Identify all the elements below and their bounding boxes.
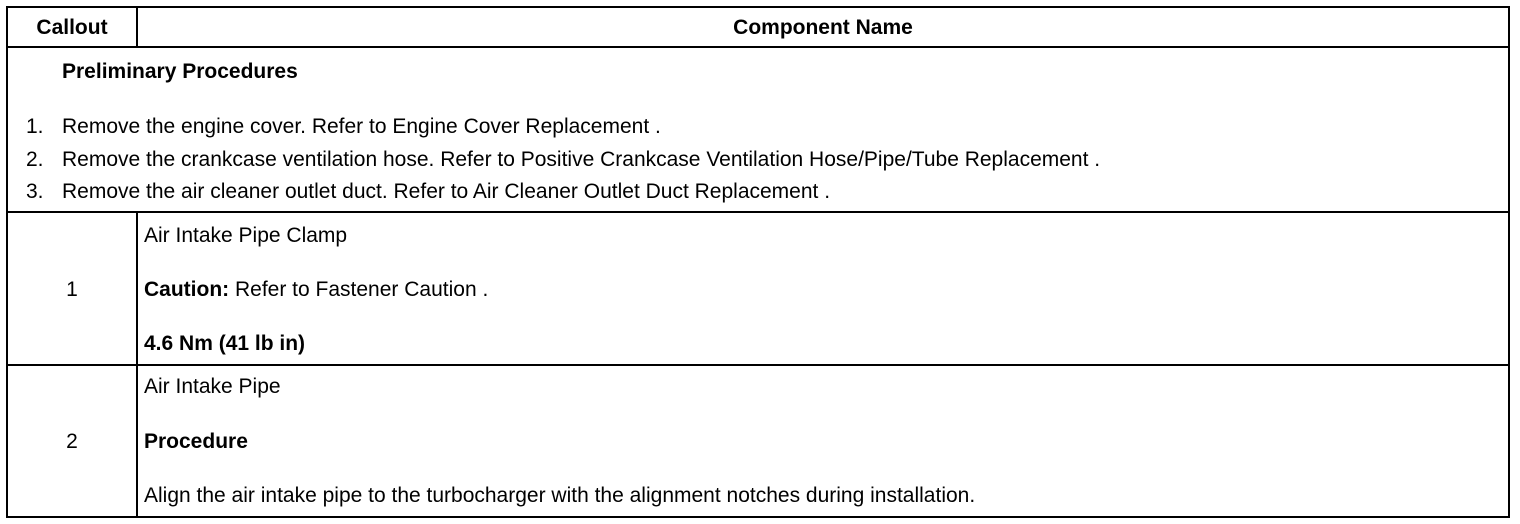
procedure-label: Procedure	[144, 430, 248, 453]
header-divider	[8, 46, 1508, 48]
step-text: Remove the engine cover. Refer to Engine Cover Replacement .	[62, 115, 661, 138]
preliminary-divider	[8, 211, 1508, 213]
component-table	[6, 6, 1510, 518]
procedure-text: Align the air intake pipe to the turbocharger with the alignment notches during installation.	[144, 484, 976, 507]
callout-number: 2	[66, 430, 78, 453]
caution-text: Refer to Fastener Caution .	[235, 278, 489, 301]
rows-column-divider	[136, 211, 138, 516]
step-number: 3.	[26, 180, 44, 203]
step-text: Remove the air cleaner outlet duct. Refer to Air Cleaner Outlet Duct Replacement .	[62, 180, 831, 203]
callout-column-header: Callout	[36, 16, 108, 39]
component-name: Air Intake Pipe	[144, 375, 281, 398]
caution-label: Caution:	[144, 278, 230, 301]
step-number: 2.	[26, 148, 44, 171]
component-name: Air Intake Pipe Clamp	[144, 224, 348, 247]
step-text: Remove the crankcase ventilation hose. Refer to Positive Crankcase Ventilation Hose/Pipe/Tube Replacement .	[62, 148, 1101, 171]
component-name-column-header: Component Name	[733, 16, 913, 39]
step-number: 1.	[26, 115, 44, 138]
row-1-divider	[8, 364, 1508, 366]
callout-number: 1	[66, 278, 78, 301]
preliminary-procedures-title: Preliminary Procedures	[62, 60, 298, 83]
torque-spec: 4.6 Nm (41 lb in)	[144, 332, 306, 355]
caution-line	[144, 278, 488, 302]
